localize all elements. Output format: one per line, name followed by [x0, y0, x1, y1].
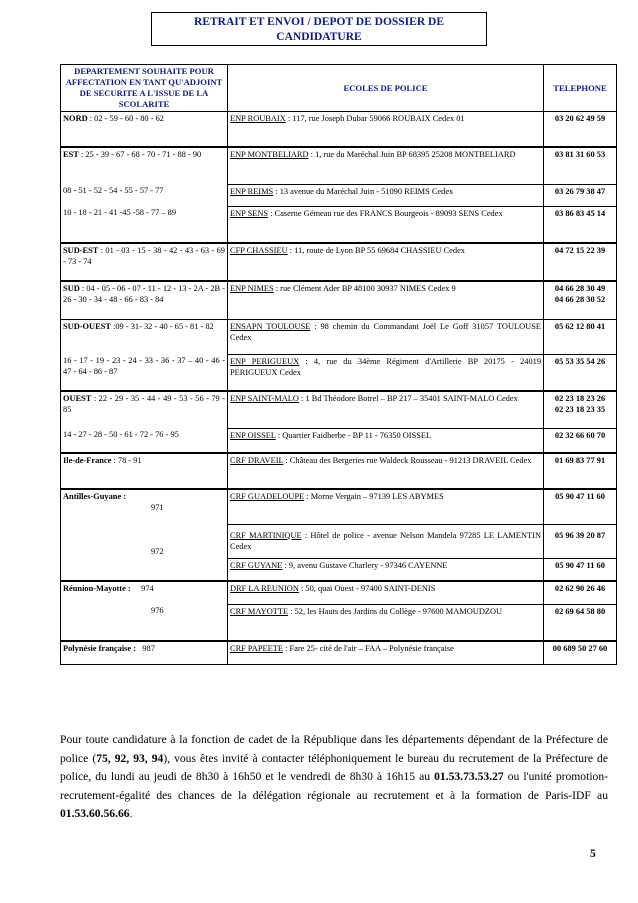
school-name: CRF GUYANE: [230, 560, 283, 570]
dept-list: : 04 - 05 - 06 - 07 - 11 - 12 - 13 - 2A - 2B - 26 - 30 - 34 - 48 - 66 - 83 - 84: [63, 284, 225, 304]
dept-list: 08 - 51 - 52 - 54 - 55 - 57 - 77: [63, 186, 164, 195]
school-name: ENSAPN TOULOUSE: [230, 322, 311, 331]
dept-list: 14 - 27 - 28 - 50 - 61 - 72 - 76 - 95: [63, 430, 179, 439]
dept-list: 987: [142, 644, 155, 653]
school-cell: [228, 184, 544, 206]
phone-cell: 03 20 62 49 59: [544, 112, 617, 148]
phone-cell: 03 86 83 45 14: [544, 206, 617, 243]
school-cell: [228, 453, 544, 489]
para-text-4: .: [129, 807, 133, 820]
table-row: [61, 184, 617, 206]
title-line-2: CANDIDATURE: [276, 31, 362, 43]
dept-cell: [61, 354, 228, 391]
phone-cell: 05 96 39 20 87: [544, 524, 617, 558]
dept-list: 10 - 18 - 21 - 41 -45 -58 - 77 – 89: [63, 208, 177, 217]
table-row: [61, 581, 617, 604]
table-row: [61, 243, 617, 281]
phone-cell: 01 69 83 77 91: [544, 453, 617, 489]
schools-table: [60, 64, 617, 665]
phone-cell: 05 62 12 80 41: [544, 320, 617, 355]
para-phone-1: 01.53.73.53.27: [434, 770, 504, 783]
school-address: : Caserne Gémeau rue des FRANCS Bourgeois - 89093 SENS Cedex: [268, 208, 503, 218]
school-name: ENP REIMS: [230, 186, 274, 196]
school-address: : rue Clément Ader BP 48100 30937 NIMES Cedex 9: [273, 284, 456, 293]
school-address: : Hôtel de police - avenue Nelson Mandela 97285 LE LAMENTIN Cedex: [230, 530, 541, 551]
school-name: CRF MARTINIQUE: [230, 530, 302, 540]
school-address: : Quartier Faidherbe - BP 11 - 76350 OISSEL: [275, 430, 432, 440]
school-address: : 117, rue Joseph Dubar 59066 ROUBAIX Cedex 01: [285, 114, 465, 123]
school-cell: [228, 581, 544, 604]
table-row: [61, 558, 617, 581]
school-address: : 9, avenu Gustave Charlery - 97346 CAYENNE: [282, 560, 448, 570]
table-header-row: [61, 65, 617, 112]
table-row: [61, 354, 617, 391]
dept-cell: [61, 281, 228, 320]
school-address: : 52, les Hauts des Jardins du Collège - 97600 MAMOUDZOU: [288, 606, 503, 616]
school-cell: [228, 604, 544, 641]
dept-cell: [61, 243, 228, 281]
region-label: OUEST: [63, 394, 92, 403]
para-text-3: ou l'unité promotion-recrutement-égalité des chances de la délégation régionale au recrutement et à la formation de Paris-IDF au: [60, 770, 609, 802]
school-cell: [228, 147, 544, 184]
school-name: ENP SENS: [230, 208, 269, 218]
header-ecoles: ECOLES DE POLICE: [228, 65, 544, 112]
school-cell: [228, 206, 544, 243]
dept-cell: [61, 581, 228, 604]
phone-1: 04 66 28 30 49: [554, 284, 606, 293]
school-name: CRF PAPEETE: [230, 644, 283, 653]
dept-cell: [61, 112, 228, 148]
school-address: : 50, quai Ouest - 97400 SAINT-DENIS: [298, 584, 436, 593]
contact-paragraph: [60, 731, 608, 824]
dept-list: : 22 - 29 - 35 - 44 - 49 - 53 - 56 - 79 - 85: [63, 394, 225, 414]
phone-cell: 04 72 15 22 39: [544, 243, 617, 281]
phone-cell: 05 53 35 54 26: [544, 354, 617, 391]
school-address: : 1 Bd Théodore Botrel – BP 217 – 35401 SAINT-MALO Cedex: [298, 394, 518, 403]
region-label: Réunion-Mayotte :: [63, 584, 131, 593]
table-row: [61, 641, 617, 665]
phone-cell: [544, 281, 617, 320]
school-name: DRF LA REUNION: [230, 584, 299, 593]
school-address: : Fare 25- cité de l'air – FAA – Polynésie française: [282, 644, 454, 653]
dept-cell: [61, 206, 228, 243]
school-cell: [228, 281, 544, 320]
region-label: SUD-EST: [63, 246, 99, 255]
school-name: ENP PERIGUEUX: [230, 356, 300, 366]
phone-cell: 02 69 64 58 80: [544, 604, 617, 641]
region-label: Antilles-Guyane :: [63, 492, 127, 501]
school-name: CRF GUADELOUPE: [230, 492, 305, 501]
region-label: SUD-OUEST: [63, 322, 111, 331]
dept-list: 16 - 17 - 19 - 23 - 24 - 33 - 36 - 37 – 40 - 46 - 47 - 64 - 86 - 87: [63, 356, 225, 376]
para-depts: 75, 92, 93, 94: [96, 751, 164, 765]
dept-cell: [61, 489, 228, 524]
table-row: [61, 524, 617, 558]
dept-cell: [61, 641, 228, 665]
dept-list: : 25 - 39 - 67 - 68 - 70 - 71 - 88 - 90: [78, 150, 202, 159]
document-title: [151, 12, 487, 46]
dept-cell: [61, 524, 228, 558]
school-name: ENP ROUBAIX: [230, 114, 286, 123]
school-name: CRF DRAVEIL: [230, 456, 284, 465]
region-label: EST: [63, 150, 79, 159]
region-label: NORD: [63, 114, 88, 123]
dept-list: : 01 - 03 - 15 - 38 - 42 - 43 - 63 - 69 - 73 - 74: [63, 246, 225, 266]
table-row: [61, 428, 617, 453]
table-row: [61, 320, 617, 355]
dept-cell: [61, 391, 228, 428]
school-address: : Morne Vergain – 97139 LES ABYMES: [304, 492, 444, 501]
school-cell: [228, 428, 544, 453]
dept-cell: [61, 558, 228, 581]
school-cell: [228, 391, 544, 428]
phone-2: 02 23 18 23 35: [554, 405, 606, 414]
school-name: CRF MAYOTTE: [230, 606, 289, 616]
dept-cell: [61, 453, 228, 489]
school-cell: [228, 641, 544, 665]
dept-cell: [61, 604, 228, 641]
school-name: CFP CHASSIEU: [230, 246, 288, 255]
dept-cell: [61, 320, 228, 355]
para-text-2: ), vous êtes invité à contacter téléphoniquement le bureau du recrutement de la Préfecture de police, du lundi au jeudi de 8h30 à 16h50 et le vendredi de 8h30 à 16h15 au: [60, 751, 608, 783]
phone-1: 02 23 18 23 26: [554, 394, 606, 403]
table-row: [61, 489, 617, 524]
para-phone-2: 01.53.60.56.66: [60, 807, 130, 820]
title-line-1: RETRAIT ET ENVOI / DEPOT DE DOSSIER DE: [194, 16, 444, 28]
school-name: ENP SAINT-MALO: [230, 394, 299, 403]
phone-cell: 03 81 31 60 53: [544, 147, 617, 184]
dept-list: : 78 - 91: [111, 456, 142, 465]
school-cell: [228, 489, 544, 524]
phone-cell: 00 689 50 27 60: [544, 641, 617, 665]
school-cell: [228, 354, 544, 391]
dept-list: : 02 - 59 - 60 - 80 - 62: [87, 114, 164, 123]
region-label: Polynésie française :: [63, 644, 137, 653]
phone-cell: 05 90 47 11 60: [544, 558, 617, 581]
dept-list: 974: [141, 584, 154, 593]
school-name: ENP OISSEL: [230, 430, 276, 440]
dept-cell: [61, 428, 228, 453]
table-row: [61, 112, 617, 148]
dept-cell: [61, 147, 228, 184]
school-address: : 1, rue du Maréchal Juin BP 68395 25208 MONTBELIARD: [308, 150, 516, 159]
dept-cell: [61, 184, 228, 206]
school-cell: [228, 243, 544, 281]
phone-cell: 02 62 90 26 46: [544, 581, 617, 604]
region-label: Ile-de-France: [63, 456, 112, 465]
school-address: : 11, route de Lyon BP 55 69684 CHASSIEU Cedex: [287, 246, 465, 255]
school-name: ENP MONTBELIARD: [230, 150, 309, 159]
school-cell: [228, 112, 544, 148]
para-text-1: Pour toute candidature à la fonction de cadet de la République dans les départements dépendant de la Préfecture de police (: [60, 733, 608, 765]
table-row: [61, 281, 617, 320]
phone-cell: 05 90 47 11 60: [544, 489, 617, 524]
school-cell: [228, 558, 544, 581]
phone-2: 04 66 28 30 52: [554, 295, 606, 304]
dept-list: :09 - 31- 32 - 40 - 65 - 81 - 82: [110, 322, 214, 331]
dept-list: 971: [151, 503, 164, 512]
school-cell: [228, 320, 544, 355]
table-row: [61, 391, 617, 428]
dept-list: 972: [151, 547, 164, 556]
school-address: : Château des Bergeries rue Waldeck Rousseau - 91213 DRAVEIL Cedex: [283, 456, 532, 465]
region-label: SUD: [63, 284, 80, 293]
school-name: ENP NIMES: [230, 284, 274, 293]
school-address: : 4, rue du 34ème Régiment d'Artillerie BP 20175 - 24019 PERIGUEUX Cedex: [230, 356, 542, 377]
header-tel: TELEPHONE: [544, 65, 617, 112]
school-address: : 13 avenue du Maréchal Juin - 51090 REIMS Cedex: [273, 186, 454, 196]
school-address: : 98 chemin du Commandant Joël Le Goff 31057 TOULOUSE Cedex: [230, 322, 541, 342]
header-dept: DEPARTEMENT SOUHAITE POUR AFFECTATION EN TANT QU'ADJOINT DE SECURITE A L'ISSUE DE LA SCOLARITE: [61, 65, 228, 112]
table-row: [61, 604, 617, 641]
page-number: 5: [590, 848, 596, 860]
table-row: [61, 453, 617, 489]
table-row: [61, 206, 617, 243]
table-row: [61, 147, 617, 184]
phone-cell: 02 32 66 60 70: [544, 428, 617, 453]
school-cell: [228, 524, 544, 558]
dept-list: 976: [151, 606, 164, 615]
phone-cell: 03 26 79 38 47: [544, 184, 617, 206]
phone-cell: [544, 391, 617, 428]
